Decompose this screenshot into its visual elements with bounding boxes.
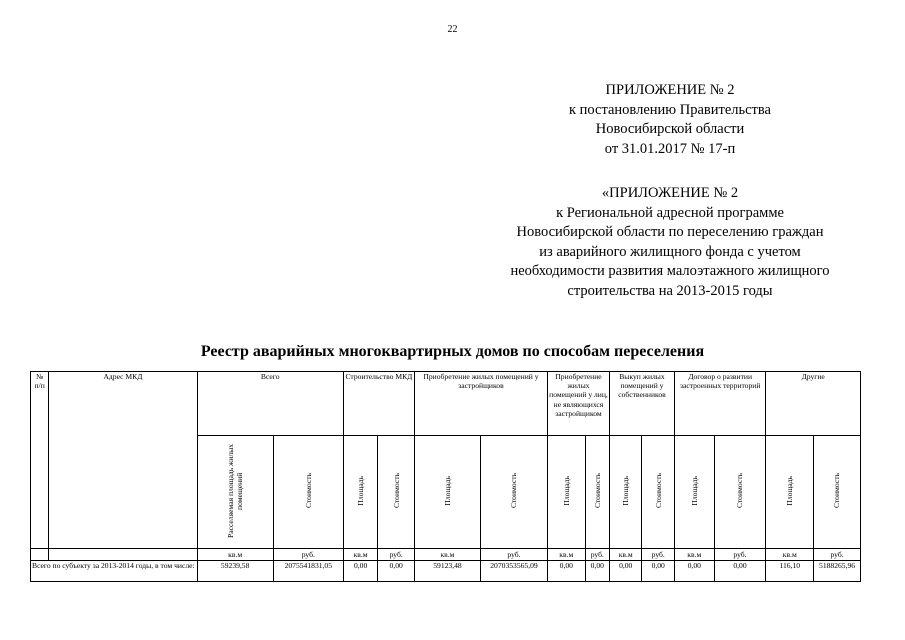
unit-cell: руб.	[714, 549, 766, 561]
units-cell-empty	[31, 549, 49, 561]
appendix-line: к постановлению Правительства	[569, 101, 771, 118]
units-cell-empty	[49, 549, 197, 561]
unit-cell: кв.м	[766, 549, 814, 561]
units-row	[31, 549, 861, 561]
total-row-label: Всего по субъекту за 2013-2014 годы, в том числе:	[31, 561, 198, 582]
col-header-other: Другие	[766, 372, 861, 436]
col-header-from-non-developers: Приобретение жилых помещений у лиц, не являющихся застройщиком	[548, 372, 610, 436]
subheader-area: Площадь	[766, 436, 814, 549]
appendix-line: Новосибирской области по переселению граждан	[516, 224, 824, 241]
subheader-cost: Стоимость	[814, 436, 861, 549]
unit-cell: руб.	[642, 549, 675, 561]
subheader-area: Площадь	[343, 436, 378, 549]
unit-cell: кв.м	[197, 549, 273, 561]
subheader-cost: Стоимость	[378, 436, 415, 549]
subheader-cost: Стоимость	[480, 436, 547, 549]
appendix-line: ПРИЛОЖЕНИЕ № 2	[605, 82, 735, 98]
unit-cell: кв.м	[609, 549, 642, 561]
appendix-line: необходимости развития малоэтажного жилищного	[510, 263, 830, 280]
unit-cell: руб.	[273, 549, 343, 561]
appendix-header-program	[450, 184, 890, 302]
appendix-line: строительства на 2013-2015 годы	[567, 282, 773, 299]
appendix-header-resolution	[450, 81, 890, 159]
appendix-line: из аварийного жилищного фонда с учетом	[539, 243, 801, 260]
total-row-value: 0,00	[378, 561, 415, 582]
subheader-area: Площадь	[414, 436, 480, 549]
table-row	[31, 561, 861, 582]
header-row-groups	[31, 372, 861, 436]
total-row-value: 2070353565,09	[480, 561, 547, 582]
total-row-value: 0,00	[585, 561, 609, 582]
unit-cell: руб.	[480, 549, 547, 561]
subheader-cost: Стоимость	[714, 436, 766, 549]
col-header-address: Адрес МКД	[49, 372, 197, 549]
total-row-value: 0,00	[674, 561, 714, 582]
total-row-value: 0,00	[343, 561, 378, 582]
total-row-value: 0,00	[548, 561, 586, 582]
total-row-value: 59123,48	[414, 561, 480, 582]
subheader-resettled-area: Расселяемая площадь жилых помещений	[197, 436, 273, 549]
col-header-total: Всего	[197, 372, 343, 436]
col-header-number: № п/п	[31, 372, 49, 549]
total-row-value: 5188265,96	[814, 561, 861, 582]
col-header-development-agreement: Договор о развитии застроенных территорий	[674, 372, 765, 436]
unit-cell: руб.	[585, 549, 609, 561]
total-row-value: 0,00	[609, 561, 642, 582]
total-row-value: 2075541831,05	[273, 561, 343, 582]
subheader-area: Площадь	[674, 436, 714, 549]
total-row-value: 0,00	[642, 561, 675, 582]
subheader-cost: Стоимость	[585, 436, 609, 549]
subheader-area: Площадь	[548, 436, 586, 549]
col-header-from-developers: Приобретение жилых помещений у застройщиков	[414, 372, 547, 436]
total-row-value: 0,00	[714, 561, 766, 582]
appendix-line: «ПРИЛОЖЕНИЕ № 2	[601, 185, 739, 201]
appendix-line: к Региональной адресной программе	[556, 204, 784, 221]
total-row-value: 59239,58	[197, 561, 273, 582]
unit-cell: руб.	[814, 549, 861, 561]
subheader-cost: Стоимость	[273, 436, 343, 549]
subheader-area: Площадь	[609, 436, 642, 549]
unit-cell: кв.м	[343, 549, 378, 561]
total-row-value: 116,10	[766, 561, 814, 582]
registry-table	[30, 371, 861, 582]
unit-cell: кв.м	[414, 549, 480, 561]
col-header-buyout: Выкуп жилых помещений у собственников	[609, 372, 674, 436]
appendix-line: Новосибирской области	[595, 121, 745, 138]
subheader-cost: Стоимость	[642, 436, 675, 549]
appendix-line: от 31.01.2017 № 17-п	[604, 140, 736, 157]
unit-cell: кв.м	[674, 549, 714, 561]
document-title: Реестр аварийных многоквартирных домов по способам переселения	[200, 343, 705, 360]
page-number: 22	[447, 24, 458, 35]
col-header-construction: Строительство МКД	[343, 372, 414, 436]
unit-cell: кв.м	[548, 549, 586, 561]
unit-cell: руб.	[378, 549, 415, 561]
